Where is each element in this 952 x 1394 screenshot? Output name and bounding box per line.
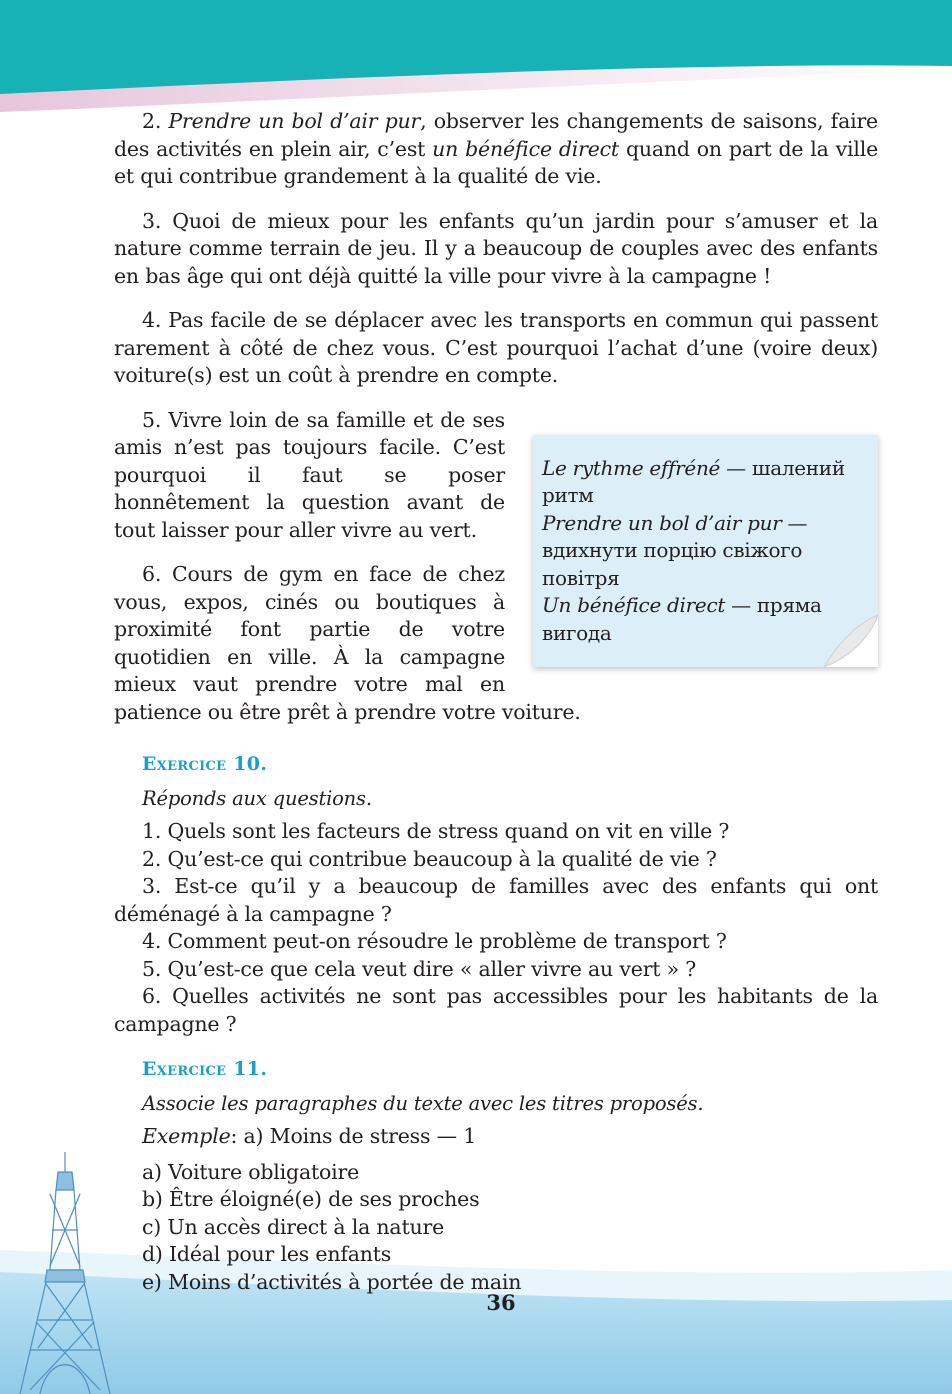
question-item: 6. Quelles activités ne sont pas accessibles pour les habitants de la campagne ? — [114, 984, 878, 1036]
question-item: 4. Comment peut-on résoudre le problème de transport ? — [142, 929, 727, 953]
paragraph-2-number: 2. — [142, 109, 162, 133]
title-item: c) Un accès direct à la nature — [142, 1214, 445, 1239]
paragraphs-with-vocabulary — [114, 407, 878, 744]
vocabulary-term: Prendre un bol d’air pur — [542, 510, 782, 535]
vocabulary-term: Le rythme effréné — [542, 455, 721, 480]
exercise-10-title: Exercice 10. — [142, 753, 268, 775]
paragraph-4: 4. Pas facile de se déplacer avec les transports en commun qui passent rarement à côté de chez vous. C’est pourquoi l’achat d’une (voire deux) voiture(s) est un coût à prendre en compte. — [114, 308, 878, 387]
vocabulary-box — [533, 435, 878, 667]
question-item: 2. Qu’est-ce qui contribue beaucoup à la qualité de vie ? — [142, 846, 717, 871]
paragraph-2-text-1: , observer les changements de saisons, faire des activités en plein air, c’est — [114, 109, 878, 161]
title-item: a) Voiture obligatoire — [142, 1159, 360, 1184]
exercise-11-example — [142, 1123, 878, 1151]
vocabulary-dash: — — [781, 510, 808, 535]
page-content — [114, 108, 878, 1296]
example-text: : a) Moins de stress — 1 — [230, 1124, 477, 1148]
paragraph-2-text-2: quand on part de la ville et qui contribue grandement à la qualité de vie. — [114, 136, 879, 188]
question-item: 1. Quels sont les facteurs de stress quand on vit en ville ? — [142, 819, 730, 843]
question-item: 3. Est-ce qu’il y a beaucoup de familles avec des enfants qui ont déménagé à la campagne ? — [114, 874, 878, 926]
exercise-10-questions — [114, 818, 878, 1038]
question-item: 5. Qu’est-ce que cela veut dire « aller vivre au vert » ? — [142, 956, 697, 981]
paragraph-6: 6. Cours de gym en face de chez vous, expos, cinés ou boutiques à proximité font partie de votre quotidien en ville. À la campagne mieux vaut prendre votre mal en patience ou être prêt à prendre votre voiture. — [114, 562, 581, 724]
paragraph-2-italic-2: un bénéfice direct — [432, 136, 619, 161]
exercise-11-instruction: Associe les paragraphes du texte avec les titres proposés. — [142, 1091, 704, 1115]
exercise-11-title: Exercice 11. — [142, 1058, 268, 1080]
paragraph-2-italic-1: Prendre un bol d’air pur — [168, 109, 421, 133]
vocabulary-entry — [542, 455, 870, 510]
page-number: 36 — [486, 1290, 516, 1315]
vocabulary-entry — [542, 510, 870, 593]
title-item: e) Moins d’activités à portée de main — [142, 1269, 522, 1294]
paragraph-5: 5. Vivre loin de sa famille et de ses amis n’est pas toujours facile. C’est pourquoi il faut se poser honnêtement la question avant de tout laisser pour aller vivre au vert. — [114, 407, 505, 542]
paragraph-2 — [114, 108, 878, 191]
exercise-10-instruction: Réponds aux questions. — [142, 786, 372, 810]
top-banner — [0, 0, 952, 120]
vocabulary-translation: вдихнути порцію свіжого повітря — [542, 538, 803, 590]
exercise-11-titles — [114, 1159, 878, 1297]
example-label: Exemple — [142, 1124, 231, 1148]
page-curl-icon — [818, 607, 878, 667]
title-item: b) Être éloigné(e) de ses proches — [142, 1187, 480, 1211]
eiffel-tower-icon — [0, 1150, 130, 1394]
paragraph-3: 3. Quoi de mieux pour les enfants qu’un jardin pour s’amuser et la nature comme terrain de jeu. Il y a beaucoup de couples avec des enfants en bas âge qui ont déjà quitté la ville pour vivre à la campagne ! — [114, 208, 878, 288]
vocabulary-translation: пряма вигода — [542, 593, 822, 645]
vocabulary-term: Un bénéfice direct — [542, 593, 726, 617]
vocabulary-translation: шалений ритм — [542, 455, 845, 507]
vocabulary-dash: — — [720, 455, 752, 480]
vocabulary-dash: — — [725, 593, 757, 617]
title-item: d) Idéal pour les enfants — [142, 1242, 392, 1266]
